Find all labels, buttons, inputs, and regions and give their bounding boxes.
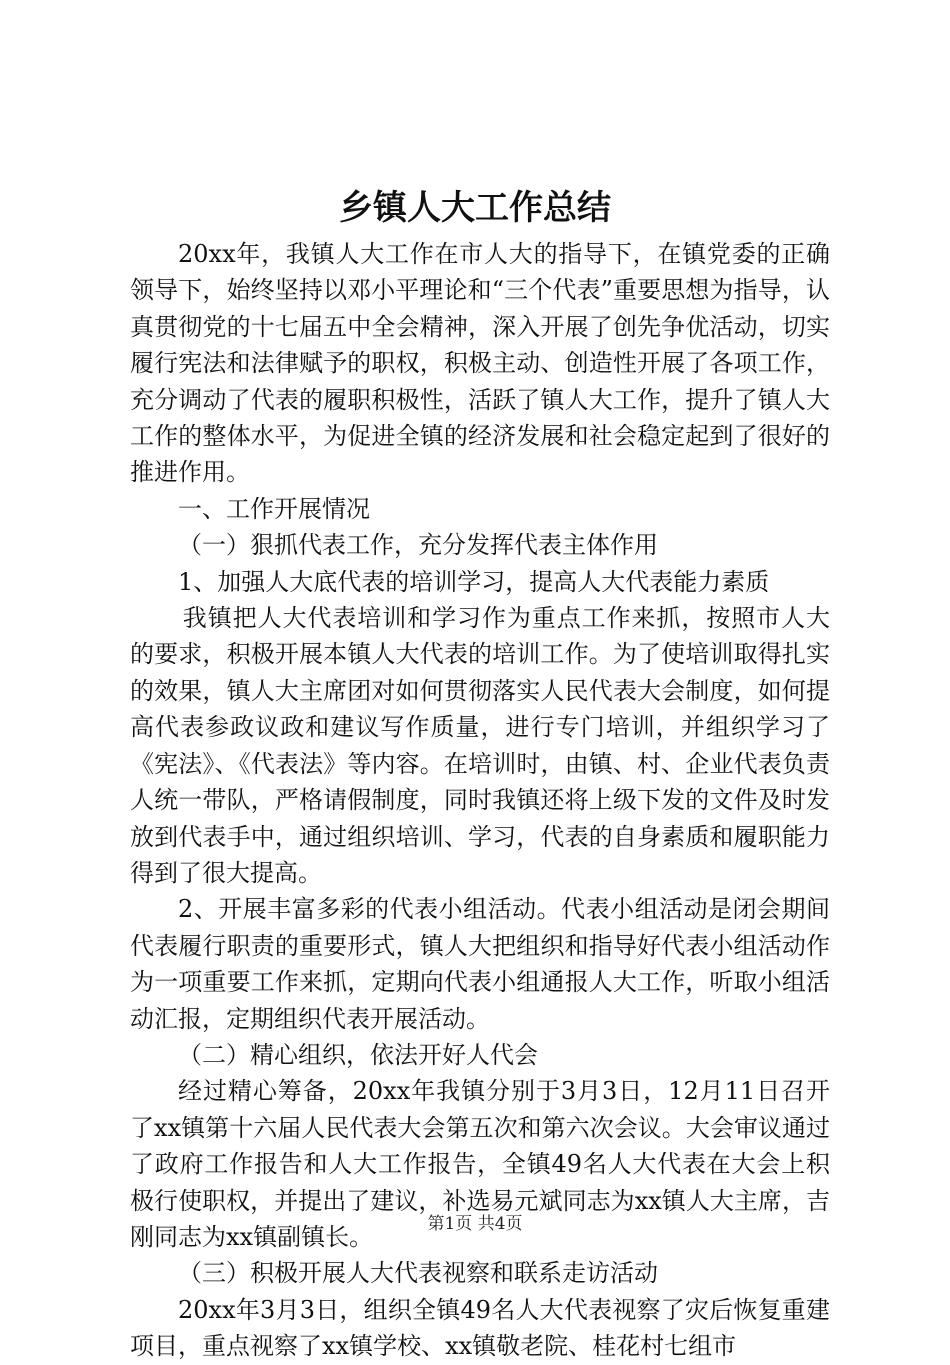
- paragraph-training: 我镇把人大代表培训和学习作为重点工作来抓，按照市人大的要求，积极开展本镇人大代表的培训工作。为了使培训取得扎实的效果，镇人大主席团对如何贯彻落实人民代表大会制度，如何提高代表参政议政和建议写作质量，进行专门培训，并组织学习了《宪法》、《代表法》等内容。在培训时，由镇、村、企业代表负责人统一带队，严格请假制度，同时我镇还将上级下发的文件及时发放到代表手中，通过组织培训、学习，代表的自身素质和履职能力得到了很大提高。: [130, 604, 830, 887]
- paragraph-congress: 经过精心筹备，20xx年我镇分别于3月3日，12月11日召开了xx镇第十六届人民代表大会第五次和第六次会议。大会审议通过了政府工作报告和人大工作报告，全镇49名人大代表在大会上积极行使职权，并提出了建议，补选易元斌同志为xx镇人大主席，吉刚同志为xx镇副镇长。: [130, 1077, 830, 1251]
- document-title: 乡镇人大工作总结: [339, 188, 611, 228]
- subsection-heading-3: （三）积极开展人大代表视察和联系走访活动: [178, 1259, 658, 1288]
- page-footer: 第1页 共4页: [427, 1214, 523, 1234]
- paragraph-inspection: 20xx年3月3日，组织全镇49名人大代表视察了灾后恢复重建项目，重点视察了xx镇学校、xx镇敬老院、桂花村七组市: [130, 1295, 830, 1361]
- document-body: [130, 236, 830, 1365]
- subsection-heading-1: （一）狠抓代表工作，充分发挥代表主体作用: [178, 531, 658, 560]
- item-heading-1: 1、加强人大底代表的培训学习，提高人大代表能力素质: [178, 567, 770, 596]
- subsection-heading-2: （二）精心组织，依法开好人代会: [178, 1040, 538, 1069]
- paragraph-intro: 20xx年，我镇人大工作在市人大的指导下，在镇党委的正确领导下，始终坚持以邓小平理论和“三个代表”重要思想为指导，认真贯彻党的十七届五中全会精神，深入开展了创先争优活动，切实履行宪法和法律赋予的职权，积极主动、创造性开展了各项工作，充分调动了代表的履职积极性，活跃了镇人大工作，提升了镇人大工作的整体水平，为促进全镇的经济发展和社会稳定起到了很好的推进作用。: [130, 240, 830, 487]
- paragraph-group-activity: 2、开展丰富多彩的代表小组活动。代表小组活动是闭会期间代表履行职责的重要形式，镇人大把组织和指导好代表小组活动作为一项重要工作来抓，定期向代表小组通报人大工作，听取小组活动汇报，定期组织代表开展活动。: [130, 895, 830, 1033]
- section-heading-1: 一、工作开展情况: [178, 494, 370, 523]
